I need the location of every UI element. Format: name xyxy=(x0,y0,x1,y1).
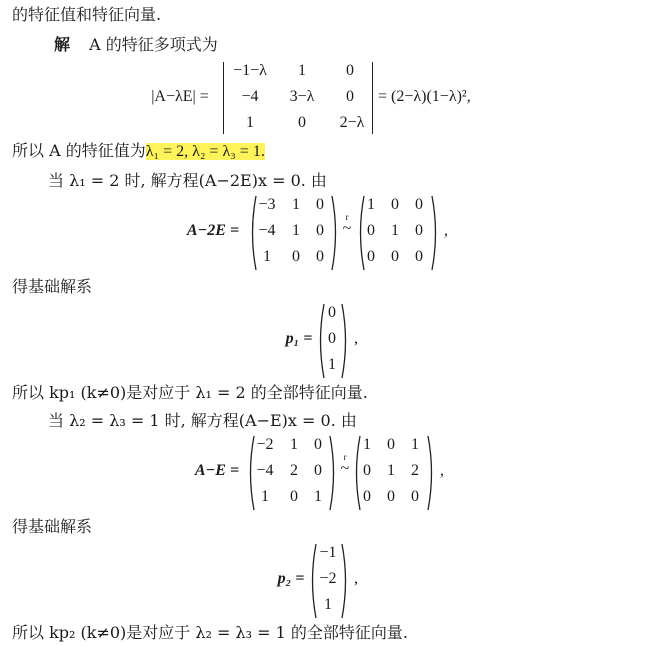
m2-cell: 1 xyxy=(363,436,371,453)
m2-cell: 1 xyxy=(411,436,419,453)
m2-cell: 0 xyxy=(411,488,419,505)
m2-cell: 0 xyxy=(363,462,371,479)
m2-cell: 2 xyxy=(290,462,298,479)
m1-sim: ~ xyxy=(342,220,352,237)
p2-entry: −1 xyxy=(319,544,337,561)
determinant-block xyxy=(140,60,560,136)
m1-cell: 1 xyxy=(292,222,300,239)
m2-right-paren-close xyxy=(426,434,436,512)
det-cell: 3−λ xyxy=(289,88,315,105)
det-bar-right xyxy=(372,62,373,134)
m1-right-paren-close xyxy=(430,194,440,272)
eigenvalue-prefix: 所以 A 的特征值为 xyxy=(12,141,146,160)
m2-lhs: A−E = xyxy=(194,462,240,479)
basis1-title: 得基础解系 xyxy=(12,277,93,296)
p1-conclusion: 所以 kp₁ (k≠0)是对应于 λ₁ = 2 的全部特征向量. xyxy=(12,383,368,402)
det-cell: −4 xyxy=(241,88,259,105)
m2-cell: 0 xyxy=(363,488,371,505)
m1-cell: 0 xyxy=(415,196,423,213)
m1-cell: 0 xyxy=(316,222,324,239)
m1-cell: 0 xyxy=(367,222,375,239)
solution-text: A 的特征多项式为 xyxy=(89,35,218,54)
det-rhs: = (2−λ)(1−λ)², xyxy=(378,88,471,105)
p2-entry: 1 xyxy=(324,596,332,613)
m2-cell: 0 xyxy=(387,488,395,505)
p1-entry: 1 xyxy=(328,356,336,373)
m1-cell: 0 xyxy=(316,248,324,265)
matrix1-block xyxy=(180,194,460,272)
m1-lhs: A−2E = xyxy=(186,222,240,239)
m2-tail: , xyxy=(440,462,444,479)
basis2-title: 得基础解系 xyxy=(12,517,93,536)
eigenvalue-highlight: λ₁ = 2, λ₂ = λ₃ = 1. xyxy=(145,143,265,160)
m1-cell: 0 xyxy=(415,222,423,239)
matrix2-block xyxy=(190,434,460,512)
m2-cell: 0 xyxy=(387,436,395,453)
m2-cell: 1 xyxy=(314,488,322,505)
p2-conclusion: 所以 kp₂ (k≠0)是对应于 λ₂ = λ₃ = 1 的全部特征向量. xyxy=(12,623,408,642)
m1-cell: 1 xyxy=(263,248,271,265)
m1-cell: 0 xyxy=(415,248,423,265)
det-bar-left xyxy=(223,62,224,134)
det-lhs: |A−λE| = xyxy=(151,88,209,105)
m2-cell: 1 xyxy=(387,462,395,479)
m1-cell: −4 xyxy=(258,222,276,239)
p2-block xyxy=(274,542,374,620)
m1-cell: 1 xyxy=(367,196,375,213)
m1-r: r xyxy=(345,212,349,222)
m1-cell: 0 xyxy=(316,196,324,213)
m1-cell: 0 xyxy=(391,248,399,265)
det-cell: 2−λ xyxy=(339,114,365,131)
m2-sim: ~ xyxy=(340,460,350,477)
m2-cell: −4 xyxy=(256,462,274,479)
m2-cell: −2 xyxy=(256,436,274,453)
p2-tail: , xyxy=(354,570,358,587)
m1-cell: 0 xyxy=(367,248,375,265)
p1-block xyxy=(282,302,372,380)
m2-cell: 0 xyxy=(314,462,322,479)
m2-cell: 0 xyxy=(290,488,298,505)
p1-paren-close xyxy=(340,302,350,380)
solution-line xyxy=(54,34,218,56)
det-cell: −1−λ xyxy=(233,62,267,79)
solution-label: 解 xyxy=(54,35,71,54)
det-cell: 1 xyxy=(246,114,254,131)
eigenvalue-line xyxy=(12,140,265,163)
m1-cell: 1 xyxy=(292,196,300,213)
m1-cell: 1 xyxy=(391,222,399,239)
m1-tail: , xyxy=(444,222,448,239)
det-cell: 0 xyxy=(346,88,354,105)
p2-lhs: p₂ = xyxy=(277,570,305,587)
det-cell: 0 xyxy=(346,62,354,79)
p1-lhs: p₁ = xyxy=(285,330,313,347)
m1-cell: −3 xyxy=(258,196,276,213)
p1-tail: , xyxy=(354,330,358,347)
m1-cell: 0 xyxy=(292,248,300,265)
case1-line: 当 λ₁ = 2 时, 解方程(A−2E)x = 0. 由 xyxy=(48,171,327,190)
m1-cell: 0 xyxy=(391,196,399,213)
p2-entry: −2 xyxy=(319,570,337,587)
intro-line: 的特征值和特征向量. xyxy=(12,5,162,24)
m2-cell: 1 xyxy=(261,488,269,505)
p1-entry: 0 xyxy=(328,330,336,347)
case2-line: 当 λ₂ = λ₃ = 1 时, 解方程(A−E)x = 0. 由 xyxy=(48,411,357,430)
m2-r: r xyxy=(343,452,347,462)
m2-cell: 0 xyxy=(314,436,322,453)
m2-cell: 1 xyxy=(290,436,298,453)
det-cell: 1 xyxy=(298,62,306,79)
p1-entry: 0 xyxy=(328,304,336,321)
det-cell: 0 xyxy=(298,114,306,131)
m2-cell: 2 xyxy=(411,462,419,479)
p2-paren-close xyxy=(340,542,350,620)
